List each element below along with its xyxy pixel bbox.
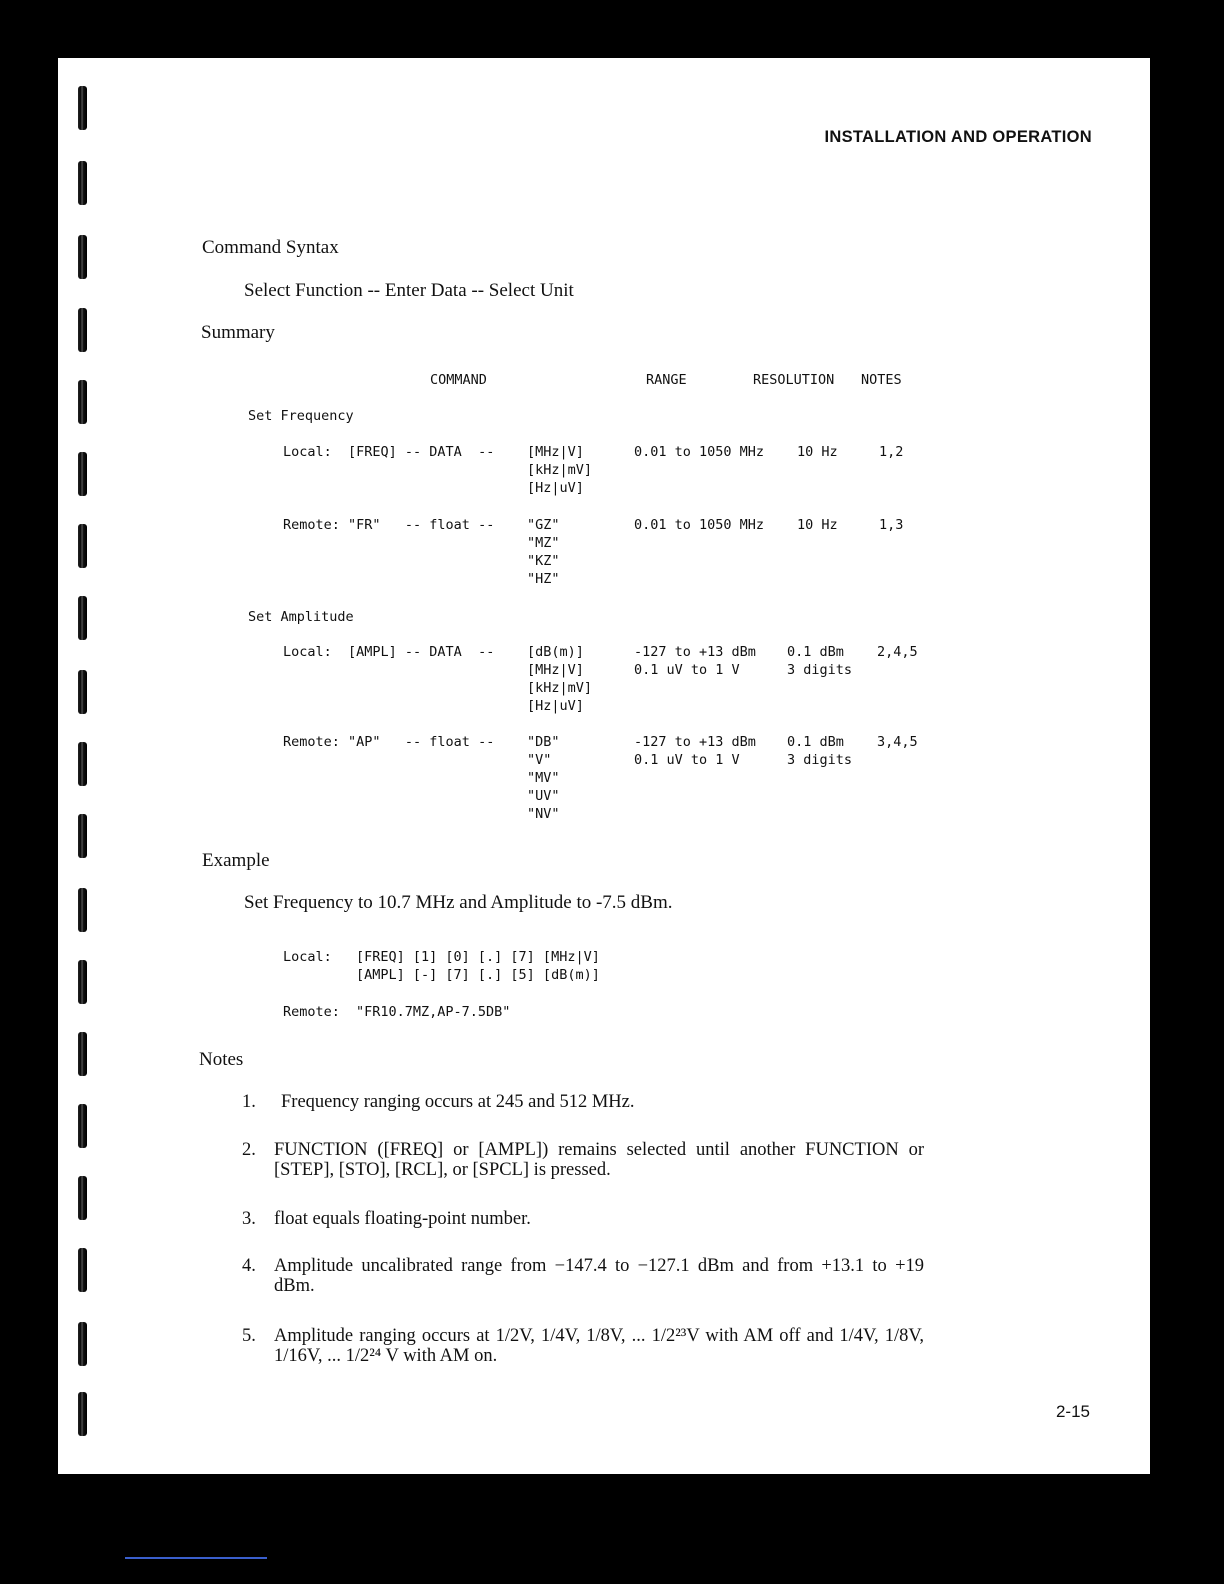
binder-ring bbox=[78, 1176, 87, 1220]
binder-ring bbox=[78, 814, 87, 858]
binder-ring bbox=[78, 888, 87, 932]
summary-heading: Summary bbox=[201, 322, 275, 343]
note-text: Amplitude uncalibrated range from −147.4 to −127.1 dBm and from +13.1 to +19 dBm. bbox=[274, 1256, 924, 1296]
ampl-remote-unit: "NV" bbox=[527, 806, 560, 822]
freq-remote-resolution: 10 Hz bbox=[797, 517, 838, 533]
freq-remote-unit: "GZ" bbox=[527, 517, 560, 533]
note-number: 4. bbox=[242, 1256, 256, 1276]
ampl-remote-range: -127 to +13 dBm bbox=[634, 734, 756, 750]
freq-remote-unit: "HZ" bbox=[527, 571, 560, 587]
note-text: Frequency ranging occurs at 245 and 512 MHz. bbox=[281, 1092, 635, 1112]
binder-ring bbox=[78, 1104, 87, 1148]
command-syntax-line: Select Function -- Enter Data -- Select Unit bbox=[244, 280, 574, 301]
freq-local-range: 0.01 to 1050 MHz bbox=[634, 444, 765, 460]
binder-ring bbox=[78, 1322, 87, 1366]
example-local-line: [FREQ] [1] [0] [.] [7] [MHz|V] bbox=[356, 949, 600, 965]
ampl-remote-range: 0.1 uV to 1 V bbox=[634, 752, 740, 768]
ampl-remote-unit: "DB" bbox=[527, 734, 560, 750]
note-number: 1. bbox=[242, 1092, 256, 1112]
ampl-local-notes: 2,4,5 bbox=[877, 644, 918, 660]
ampl-remote-unit: "UV" bbox=[527, 788, 560, 804]
col-header-notes: NOTES bbox=[861, 372, 902, 388]
ampl-local-command: Local: [AMPL] -- DATA -- bbox=[283, 644, 495, 660]
binder-ring bbox=[78, 380, 87, 424]
notes-heading: Notes bbox=[199, 1049, 244, 1070]
ampl-local-unit: [Hz|uV] bbox=[527, 698, 584, 714]
note-text: Amplitude ranging occurs at 1/2V, 1/4V, 1/8V, ... 1/2²³V with AM off and 1/4V, 1/8V, 1/16V, ... 1/2²⁴ V with AM on. bbox=[274, 1326, 924, 1366]
freq-local-unit: [Hz|uV] bbox=[527, 480, 584, 496]
binder-ring bbox=[78, 452, 87, 496]
example-remote-label: Remote: bbox=[283, 1004, 340, 1020]
col-header-command: COMMAND bbox=[430, 372, 487, 388]
example-text: Set Frequency to 10.7 MHz and Amplitude to -7.5 dBm. bbox=[244, 892, 673, 913]
binder-ring bbox=[78, 161, 87, 205]
set-amplitude-label: Set Amplitude bbox=[248, 609, 354, 625]
scan-edge-mark bbox=[125, 1557, 267, 1559]
page-number: 2-15 bbox=[1055, 1402, 1090, 1421]
binder-ring bbox=[78, 524, 87, 568]
note-number: 3. bbox=[242, 1209, 256, 1229]
binder-ring bbox=[78, 1248, 87, 1292]
ampl-local-resolution: 3 digits bbox=[787, 662, 853, 678]
ampl-remote-unit: "V" bbox=[527, 752, 552, 768]
example-heading: Example bbox=[202, 850, 270, 871]
note-number: 5. bbox=[242, 1326, 256, 1346]
freq-remote-notes: 1,3 bbox=[879, 517, 904, 533]
freq-remote-unit: "MZ" bbox=[527, 535, 560, 551]
ampl-local-unit: [dB(m)] bbox=[527, 644, 584, 660]
binder-ring bbox=[78, 86, 87, 130]
note-text: float equals floating-point number. bbox=[274, 1209, 531, 1229]
ampl-remote-unit: "MV" bbox=[527, 770, 560, 786]
ampl-local-range: 0.1 uV to 1 V bbox=[634, 662, 740, 678]
ampl-local-unit: [kHz|mV] bbox=[527, 680, 593, 696]
ampl-remote-notes: 3,4,5 bbox=[877, 734, 918, 750]
set-frequency-label: Set Frequency bbox=[248, 408, 354, 424]
example-local-label: Local: bbox=[283, 949, 332, 965]
binder-ring bbox=[78, 596, 87, 640]
freq-local-unit: [kHz|mV] bbox=[527, 462, 593, 478]
note-number: 2. bbox=[242, 1140, 256, 1160]
freq-remote-range: 0.01 to 1050 MHz bbox=[634, 517, 765, 533]
freq-remote-unit: "KZ" bbox=[527, 553, 560, 569]
freq-local-command: Local: [FREQ] -- DATA -- bbox=[283, 444, 495, 460]
binder-ring bbox=[78, 742, 87, 786]
freq-local-unit: [MHz|V] bbox=[527, 444, 584, 460]
ampl-remote-resolution: 0.1 dBm bbox=[787, 734, 844, 750]
ampl-local-range: -127 to +13 dBm bbox=[634, 644, 756, 660]
binder-ring bbox=[78, 308, 87, 352]
example-local-line: [AMPL] [-] [7] [.] [5] [dB(m)] bbox=[356, 967, 600, 983]
manual-page bbox=[58, 58, 1150, 1474]
binder-ring bbox=[78, 670, 87, 714]
binder-ring bbox=[78, 960, 87, 1004]
ampl-remote-resolution: 3 digits bbox=[787, 752, 853, 768]
command-syntax-heading: Command Syntax bbox=[202, 237, 339, 258]
freq-remote-command: Remote: "FR" -- float -- bbox=[283, 517, 495, 533]
freq-local-notes: 1,2 bbox=[879, 444, 904, 460]
example-remote-value: "FR10.7MZ,AP-7.5DB" bbox=[356, 1004, 511, 1020]
col-header-resolution: RESOLUTION bbox=[753, 372, 835, 388]
note-text: FUNCTION ([FREQ] or [AMPL]) remains selected until another FUNCTION or [STEP], [STO], [RCL], or [SPCL] is pressed. bbox=[274, 1140, 924, 1180]
binder-ring bbox=[78, 1032, 87, 1076]
ampl-local-unit: [MHz|V] bbox=[527, 662, 584, 678]
ampl-remote-command: Remote: "AP" -- float -- bbox=[283, 734, 495, 750]
ampl-local-resolution: 0.1 dBm bbox=[787, 644, 844, 660]
binder-ring bbox=[78, 235, 87, 279]
freq-local-resolution: 10 Hz bbox=[797, 444, 838, 460]
section-header: INSTALLATION AND OPERATION bbox=[824, 128, 1092, 146]
col-header-range: RANGE bbox=[646, 372, 687, 388]
binder-ring bbox=[78, 1392, 87, 1436]
